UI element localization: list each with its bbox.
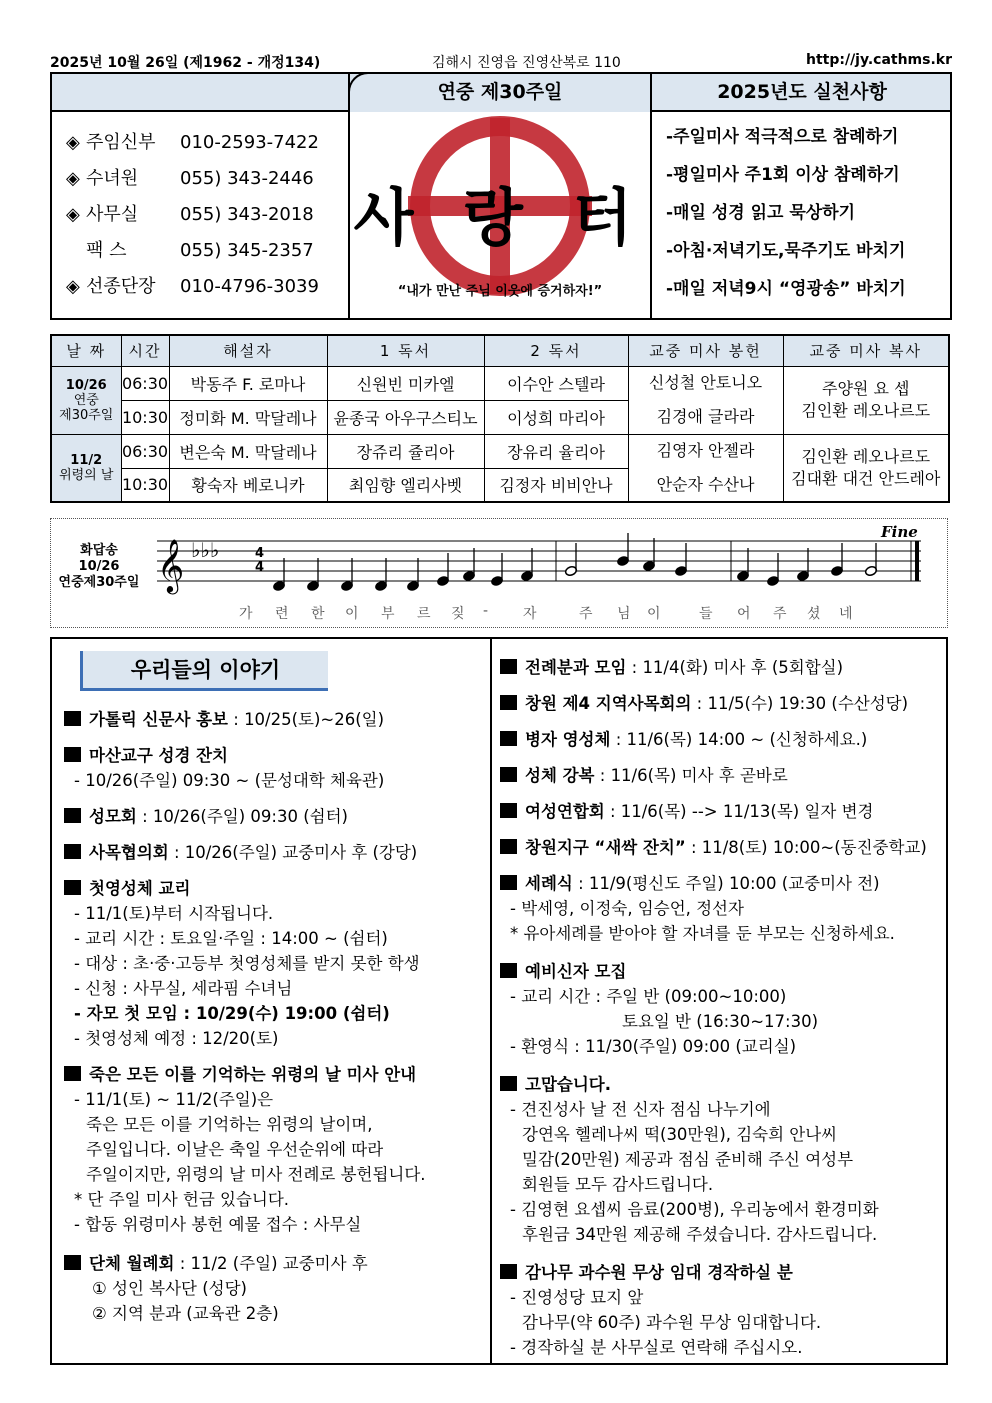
news-item-line: - 교리 시간 : 토요일·주일 : 14:00 ~ (쉼터) xyxy=(74,929,388,948)
contact-list xyxy=(52,112,348,320)
news-item-line: - 박세영, 이정숙, 임승언, 정선자 xyxy=(510,899,744,918)
diamond-bullet-icon: ◈ xyxy=(66,168,80,189)
news-item-title: 전례분과 모임 xyxy=(525,658,627,677)
lyric-syllable: 자 xyxy=(523,606,537,622)
contact-item xyxy=(66,236,314,266)
square-bullet-icon xyxy=(500,659,517,674)
news-item-detail: : 11/8(토) 10:00~(동진중학교) xyxy=(685,838,927,857)
commentator-cell: 박동주 F. 로마나 xyxy=(169,366,327,400)
contact-role: 팩 스 xyxy=(86,240,127,261)
reading1-cell: 최임향 엘리사벳 xyxy=(327,468,484,502)
news-item-line: 토요일 반 (16:30~17:30) xyxy=(622,1012,819,1031)
square-bullet-icon xyxy=(500,963,517,978)
contact-number: 010-4796-3039 xyxy=(180,276,319,297)
news-item-title: 성체 강복 xyxy=(525,766,595,785)
time-cell: 06:30 xyxy=(121,366,169,400)
news-item-heading xyxy=(500,835,927,860)
news-item-title: 세례식 xyxy=(525,874,573,893)
news-item-line: 주일이지만, 위령의 날 미사 전례로 봉헌됩니다. xyxy=(86,1165,426,1184)
mass-schedule-table xyxy=(50,334,950,503)
news-item-heading xyxy=(64,707,384,732)
contact-item xyxy=(66,128,319,158)
contact-item xyxy=(66,164,314,194)
lyric-syllable: 네 xyxy=(839,606,853,622)
news-item-heading xyxy=(500,799,873,824)
news-item-line: - 10/26(주일) 09:30 ~ (문성대학 체육관) xyxy=(74,771,385,790)
reading2-cell: 이성희 마리아 xyxy=(484,400,628,434)
offering-cell xyxy=(628,366,783,434)
lyric-syllable: 한 xyxy=(311,606,325,622)
square-bullet-icon xyxy=(500,875,517,890)
news-item-heading xyxy=(500,691,908,716)
practice-item: -매일 저녁9시 “영광송” 바치기 xyxy=(666,279,906,299)
news-item-heading xyxy=(500,959,626,984)
diamond-bullet-icon: ◈ xyxy=(66,276,80,297)
column-header: 교중 미사 봉헌 xyxy=(628,335,783,366)
news-item-detail: : 10/26(주일) 09:30 (쉼터) xyxy=(136,807,348,826)
news-item-title: 가톨릭 신문사 홍보 xyxy=(89,710,229,729)
news-item-heading xyxy=(64,1251,368,1276)
news-item-line: 감나무(약 60주) 과수원 무상 임대합니다. xyxy=(522,1313,822,1332)
square-bullet-icon xyxy=(500,731,517,746)
psalm-label-line: 화답송 xyxy=(80,543,118,558)
date-cell xyxy=(51,434,121,502)
logo-title: 사 랑 터 xyxy=(353,181,647,254)
square-bullet-icon xyxy=(64,1066,81,1081)
lyric-syllable: - xyxy=(483,603,489,619)
time-cell: 06:30 xyxy=(121,434,169,468)
date-line: 11/2 xyxy=(70,452,103,468)
column-header: 2 독서 xyxy=(484,335,628,366)
news-item-heading xyxy=(64,840,417,865)
news-item-line: - 대상 : 초·중·고등부 첫영성체를 받지 못한 학생 xyxy=(74,954,420,973)
news-title: 우리들의 이야기 xyxy=(80,651,328,691)
reading1-cell: 신원빈 미카엘 xyxy=(327,366,484,400)
svg-text:4: 4 xyxy=(255,546,265,561)
practice-list xyxy=(652,112,952,320)
offering-name: 신성철 안토니오 xyxy=(648,373,763,392)
practice-item: -아침·저녁기도,묵주기도 바치기 xyxy=(666,241,906,261)
news-item-title: 병자 영성체 xyxy=(525,730,611,749)
lyric-syllable: 님 xyxy=(617,606,631,622)
reading2-cell: 김정자 비비안나 xyxy=(484,468,628,502)
fine-marking: Fine xyxy=(881,523,918,541)
svg-text:♭♭♭: ♭♭♭ xyxy=(191,538,220,562)
news-item-title: 고맙습니다. xyxy=(525,1075,611,1094)
news-item-title: 성모회 xyxy=(89,807,137,826)
news-item-line: - 11/1(토)부터 시작됩니다. xyxy=(74,904,274,923)
lyric-syllable: 셨 xyxy=(807,606,821,622)
news-item-line: 강연옥 헬레나씨 떡(30만원), 김숙희 안나씨 xyxy=(522,1125,838,1144)
lyric-syllable: 이 xyxy=(345,606,359,622)
contact-role: 사무실 xyxy=(86,204,139,225)
time-cell: 10:30 xyxy=(121,400,169,434)
news-item-heading xyxy=(500,1260,793,1285)
psalm-music-box xyxy=(50,518,948,628)
news-item-line: * 유아세례를 받아야 할 자녀를 둔 부모는 신청하세요. xyxy=(510,924,895,943)
column-divider xyxy=(490,639,492,1363)
issue-date: 2025년 10월 26일 (제1962 - 개정134) xyxy=(50,55,321,71)
contact-number: 055) 345-2357 xyxy=(180,240,314,261)
lyric-syllable: 주 xyxy=(579,606,593,622)
news-item-heading xyxy=(500,655,843,680)
news-item-detail: : 11/2 (주일) 교중미사 후 xyxy=(174,1254,368,1273)
news-item-title: 여성연합회 xyxy=(525,802,605,821)
square-bullet-icon xyxy=(500,695,517,710)
column-header: 시간 xyxy=(121,335,169,366)
lyric-syllable: 부 xyxy=(381,606,395,622)
commentator-cell: 정미화 M. 막달레나 xyxy=(169,400,327,434)
lyric-syllable: 들 xyxy=(699,606,713,622)
top-info-line xyxy=(50,50,952,72)
issue-title: 연중 제30주일 xyxy=(348,74,652,112)
lyric-syllable: 련 xyxy=(275,606,289,622)
news-section xyxy=(50,637,948,1365)
news-item-detail: : 11/4(화) 미사 후 (5회합실) xyxy=(626,658,844,677)
news-item-line: - 경작하실 분 사무실로 연락해 주십시오. xyxy=(510,1338,803,1357)
lyric-syllable: 가 xyxy=(239,606,253,622)
diamond-bullet-icon: ◈ xyxy=(66,132,80,153)
news-item-title: 예비신자 모집 xyxy=(525,962,627,981)
news-item-line: - 교리 시간 : 주일 반 (09:00~10:00) xyxy=(510,987,787,1006)
treble-clef-icon: 𝄞 xyxy=(157,538,185,592)
square-bullet-icon xyxy=(64,1255,81,1270)
news-item-line: - 견진성사 날 전 신자 점심 나누기에 xyxy=(510,1100,771,1119)
practice-item: -평일미사 주1회 이상 참례하기 xyxy=(666,165,900,185)
date-line: 제30주일 xyxy=(59,407,114,423)
square-bullet-icon xyxy=(500,839,517,854)
offering-name: 김영자 안젤라 xyxy=(656,440,755,460)
square-bullet-icon xyxy=(64,711,81,726)
server-name: 김인환 레오나르도 xyxy=(801,401,931,420)
offering-cell xyxy=(628,434,783,502)
practice-title: 2025년도 실천사항 xyxy=(717,81,887,103)
parish-url[interactable]: http://jy.cathms.kr xyxy=(805,52,952,68)
parish-logo xyxy=(348,112,652,320)
square-bullet-icon xyxy=(64,808,81,823)
news-item-line: 주일입니다. 이날은 축일 우선순위에 따라 xyxy=(86,1140,384,1159)
news-item-detail: : 11/6(목) 미사 후 곧바로 xyxy=(594,766,788,785)
news-item-line: * 단 주일 미사 헌금 있습니다. xyxy=(74,1190,290,1209)
logo-motto: “내가 만난 주님 이웃에 증거하자!” xyxy=(397,284,603,299)
square-bullet-icon xyxy=(64,880,81,895)
column-header: 교중 미사 복사 xyxy=(783,335,949,366)
contact-number: 010-2593-7422 xyxy=(180,132,319,153)
date-line: 연중 xyxy=(73,392,99,408)
time-cell: 10:30 xyxy=(121,468,169,502)
news-item-line: ② 지역 분과 (교육관 2층) xyxy=(92,1304,279,1323)
square-bullet-icon xyxy=(500,1076,517,1091)
news-item-line: 후원금 34만원 제공해 주셨습니다. 감사드립니다. xyxy=(522,1225,878,1244)
contact-role: 주임신부 xyxy=(86,132,156,153)
square-bullet-icon xyxy=(500,1264,517,1279)
practice-item: -주일미사 적극적으로 참례하기 xyxy=(666,127,899,147)
date-cell xyxy=(51,366,121,434)
news-item-detail: : 11/6(목) --> 11/13(목) 일자 변경 xyxy=(604,802,874,821)
news-item-line: - 자모 첫 모임 : 10/29(수) 19:00 (쉼터) xyxy=(74,1004,390,1023)
news-item-heading xyxy=(64,876,190,901)
news-item-heading xyxy=(64,804,348,829)
news-item-title: 마산교구 성경 잔치 xyxy=(89,746,229,765)
contact-role: 선종단장 xyxy=(86,276,156,297)
offering-name: 안순자 수산나 xyxy=(656,474,755,494)
servers-cell xyxy=(783,434,949,502)
news-item-title: 사목협의회 xyxy=(89,843,169,862)
reading1-cell: 윤종국 아우구스티노 xyxy=(327,400,484,434)
contact-item xyxy=(66,200,314,230)
news-item-heading xyxy=(500,1072,611,1097)
practice-item: -매일 성경 읽고 묵상하기 xyxy=(666,203,856,223)
news-item-heading xyxy=(64,743,228,768)
servers-cell xyxy=(783,366,949,434)
news-item-line: 밀감(20만원) 제공과 점심 준비해 주신 여성부 xyxy=(522,1150,854,1169)
lyric-syllable: 짖 xyxy=(451,606,465,622)
date-line: 위령의 날 xyxy=(59,467,114,483)
news-item-line: - 김영현 요셉씨 음료(200병), 우리농에서 환경미화 xyxy=(510,1200,879,1219)
lyric-syllable: 이 xyxy=(647,606,661,622)
news-item-heading xyxy=(500,727,867,752)
server-name: 주양원 요 셉 xyxy=(822,379,910,398)
news-item-title: 첫영성체 교리 xyxy=(89,879,191,898)
news-item-line: - 합동 위령미사 봉헌 예물 접수 : 사무실 xyxy=(74,1215,362,1234)
table-header-row xyxy=(51,335,949,366)
lyric-syllable: 주 xyxy=(773,606,787,622)
news-item-heading xyxy=(500,763,788,788)
news-item-line: - 진영성당 묘지 앞 xyxy=(510,1288,644,1307)
psalm-label xyxy=(53,543,145,591)
contact-number: 055) 343-2018 xyxy=(180,204,314,225)
contact-item xyxy=(66,272,319,302)
date-line: 10/26 xyxy=(65,377,107,393)
contact-number: 055) 343-2446 xyxy=(180,168,314,189)
offering-name: 김경애 글라라 xyxy=(656,407,755,426)
news-item-detail: : 11/5(수) 19:30 (수산성당) xyxy=(691,694,909,713)
square-bullet-icon xyxy=(64,844,81,859)
news-item-detail: : 10/25(토)~26(일) xyxy=(228,710,385,729)
news-item-line: ① 성인 복사단 (성당) xyxy=(92,1279,247,1298)
lyric-syllable: 르 xyxy=(417,606,431,622)
news-item-detail: : 11/6(목) 14:00 ~ (신청하세요.) xyxy=(610,730,868,749)
column-header: 날 짜 xyxy=(51,335,121,366)
news-item-line: 죽은 모든 이를 기억하는 위령의 날이며, xyxy=(86,1115,373,1134)
bulletin-header xyxy=(50,72,952,320)
news-item-title: 단체 월례회 xyxy=(89,1254,175,1273)
reading2-cell: 이수안 스텔라 xyxy=(484,366,628,400)
psalm-label-line: 10/26 xyxy=(78,559,120,574)
reading1-cell: 장쥬리 쥴리아 xyxy=(327,434,484,468)
psalm-label-line: 연중제30주일 xyxy=(58,575,140,590)
news-item-title: 창원지구 “새싹 잔치” xyxy=(525,838,686,857)
table-row xyxy=(51,434,949,468)
commentator-cell: 황숙자 베로니카 xyxy=(169,468,327,502)
news-item-heading xyxy=(64,1062,416,1087)
news-item-line: - 첫영성체 예정 : 12/20(토) xyxy=(74,1029,279,1048)
news-item-title: 감나무 과수원 무상 임대 경작하실 분 xyxy=(525,1263,793,1282)
commentator-cell: 변은숙 M. 막달레나 xyxy=(169,434,327,468)
news-item-heading xyxy=(500,871,880,896)
news-item-title: 죽은 모든 이를 기억하는 위령의 날 미사 안내 xyxy=(89,1065,417,1084)
news-item-line: - 11/1(토) ~ 11/2(주일)은 xyxy=(74,1090,274,1109)
news-item-detail: : 10/26(주일) 교중미사 후 (강당) xyxy=(168,843,418,862)
column-header: 해설자 xyxy=(169,335,327,366)
music-staff-icon xyxy=(151,519,941,599)
lyric-syllable: 어 xyxy=(737,606,751,622)
contact-role: 수녀원 xyxy=(86,168,139,189)
reading2-cell: 장유리 율리아 xyxy=(484,434,628,468)
news-item-line: - 신청 : 사무실, 세라핌 수녀님 xyxy=(74,979,293,998)
column-header: 1 독서 xyxy=(327,335,484,366)
news-item-line: - 환영식 : 11/30(주일) 09:00 (교리실) xyxy=(510,1037,797,1056)
news-item-title: 창원 제4 지역사목회의 xyxy=(525,694,692,713)
news-item-detail: : 11/9(평신도 주일) 10:00 (교중미사 전) xyxy=(572,874,880,893)
server-name: 김인환 레오나르도 xyxy=(801,446,931,466)
diamond-bullet-icon: ◈ xyxy=(66,204,80,225)
square-bullet-icon xyxy=(500,803,517,818)
square-bullet-icon xyxy=(64,747,81,762)
news-item-line: 회원들 모두 감사드립니다. xyxy=(522,1175,714,1194)
table-row xyxy=(51,366,949,400)
svg-text:4: 4 xyxy=(255,560,265,575)
square-bullet-icon xyxy=(500,767,517,782)
server-name: 김대환 대건 안드레아 xyxy=(791,468,941,488)
parish-address: 김해시 진영읍 진영산복로 110 xyxy=(432,55,621,71)
